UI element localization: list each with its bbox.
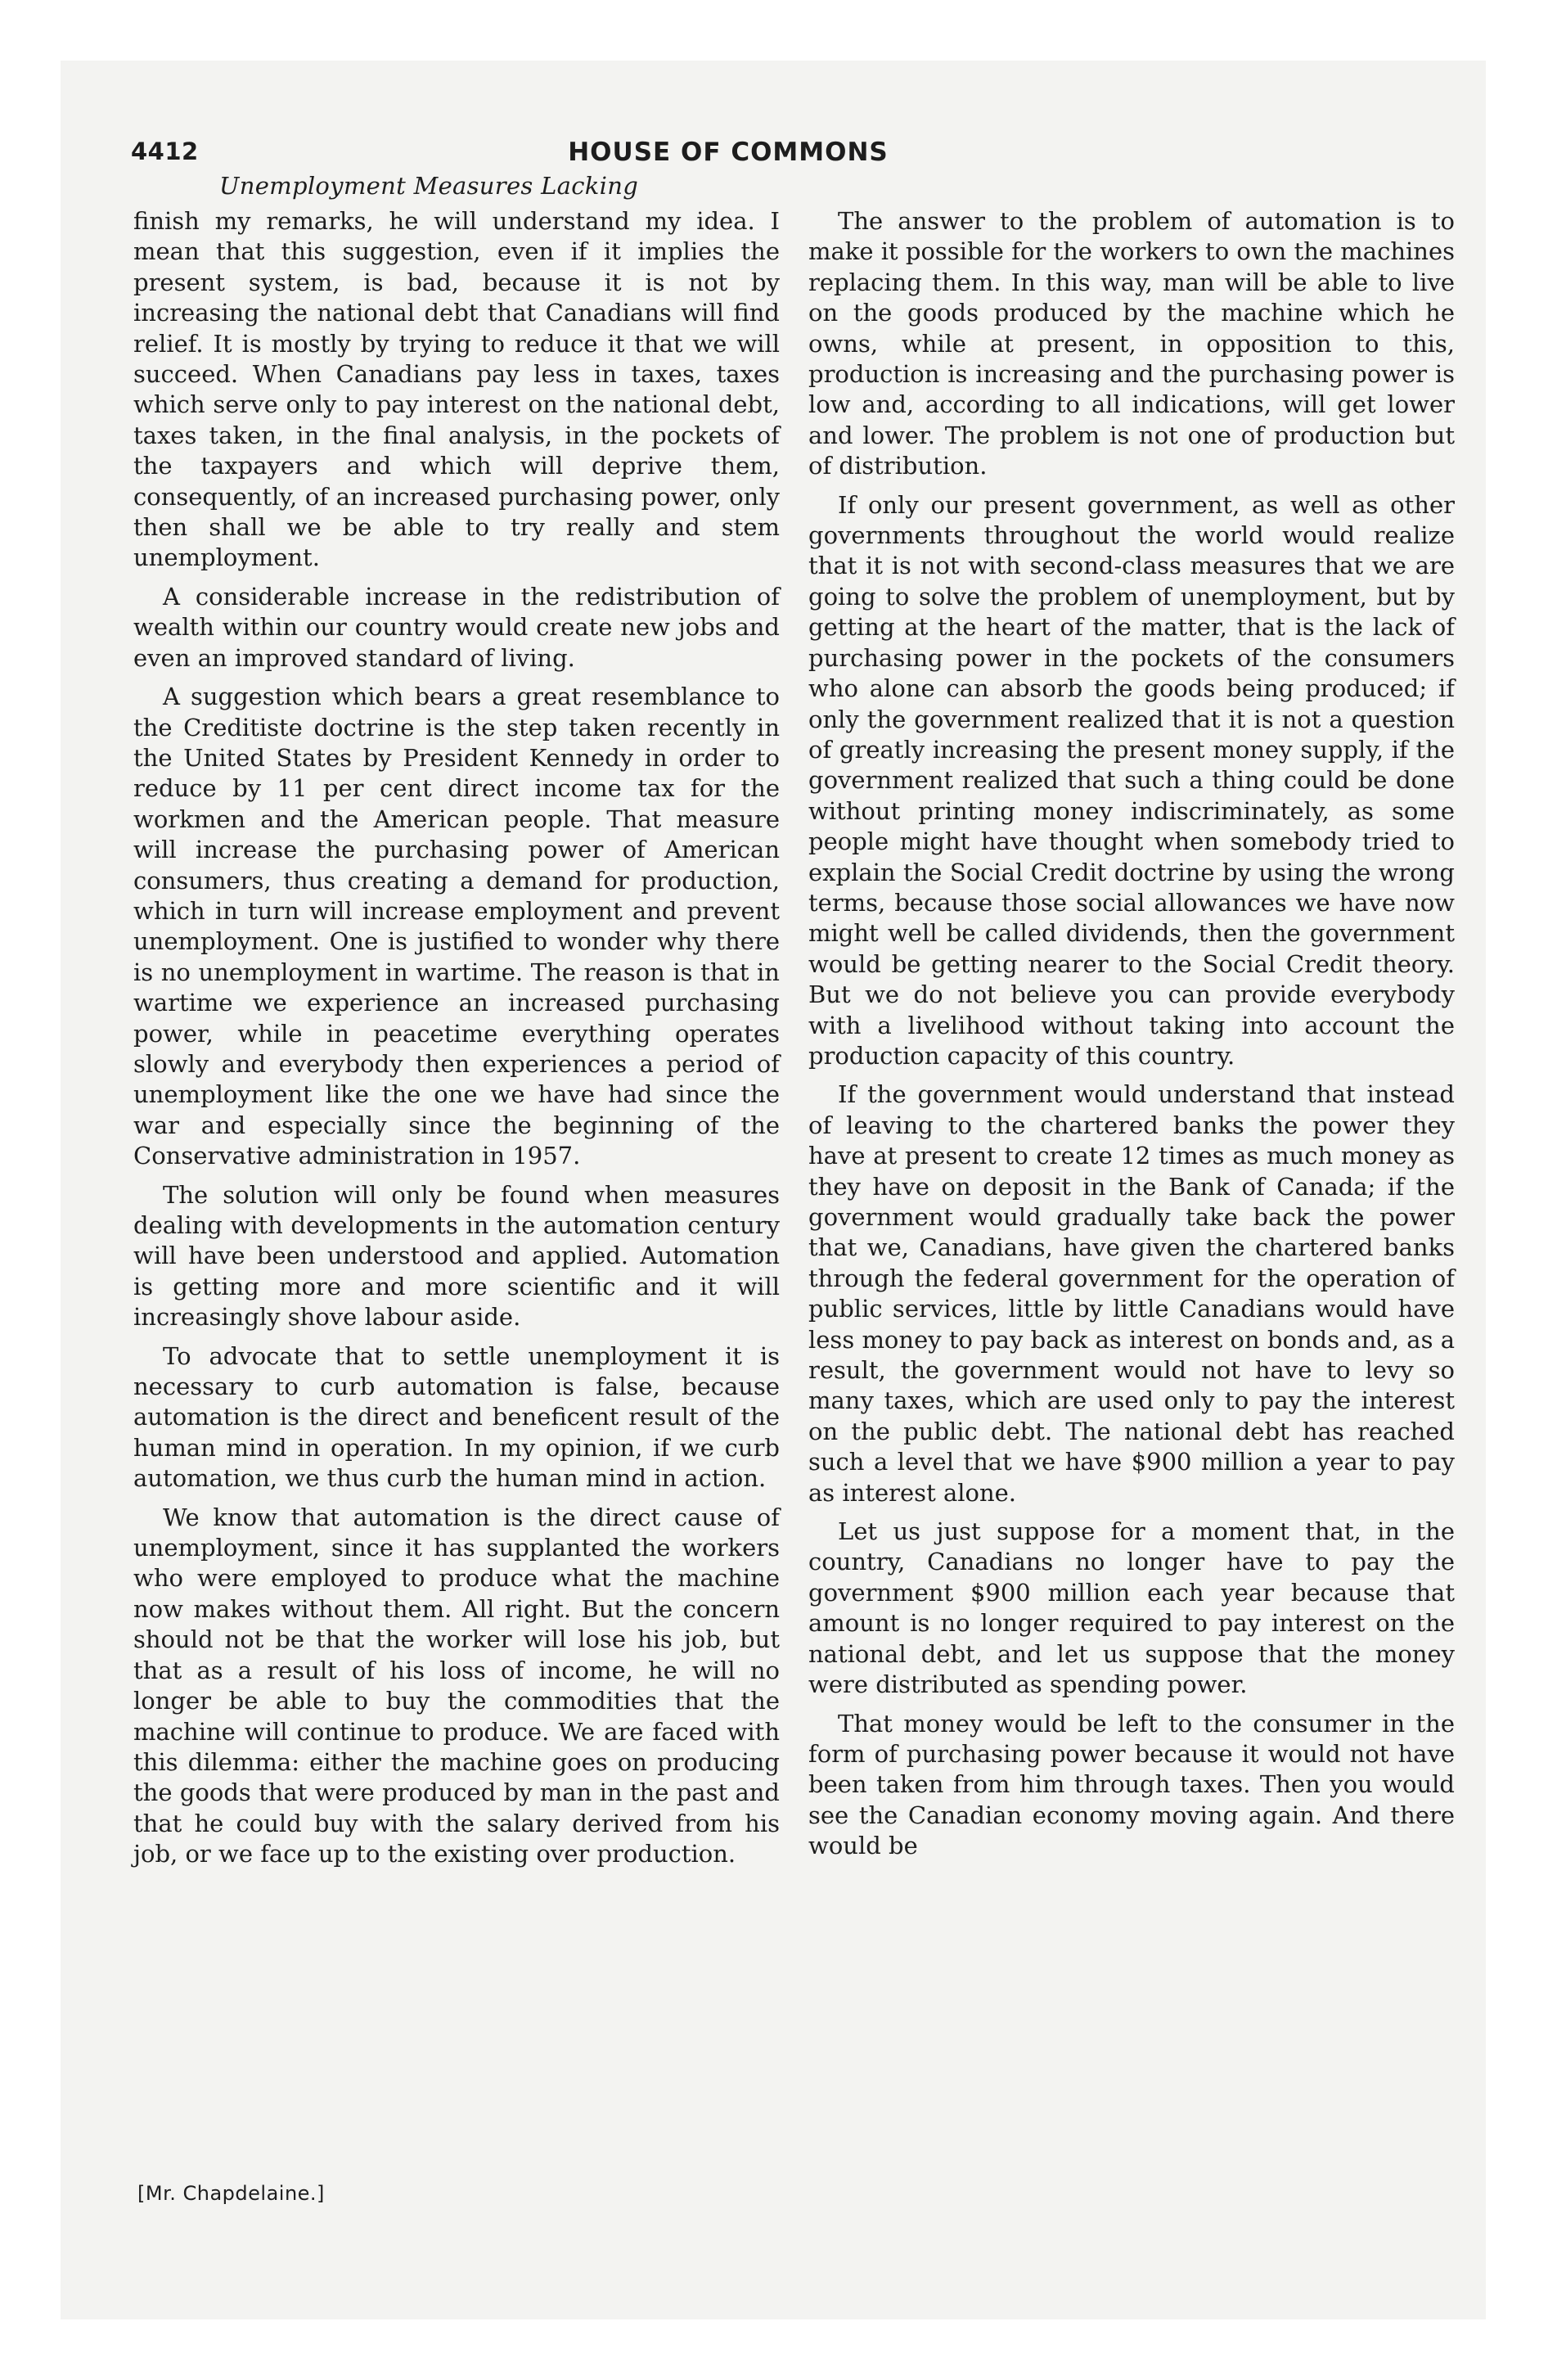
page-number: 4412 [131, 137, 199, 165]
paragraph: If only our present government, as well as other governments throughout the world would realize that it is not with second-class measures that we are going to solve the problem of unemployment, but by getting at the heart of the matter, that is the lack of purchasing power in the pockets of the consumers who alone can absorb the goods being produced; if only the government realized that it is not a question of greatly increasing the present money supply, if the government realized that such a thing could be done without printing money indiscriminately, as some people might have thought when somebody tried to explain the Social Credit doctrine by using the wrong terms, because those social allowances we have now might well be called dividends, then the government would be getting nearer to the Social Credit theory. But we do not believe you can provide everybody with a livelihood without taking into account the production capacity of this country. [808, 490, 1455, 1070]
paragraph: The answer to the problem of automation is to make it possible for the workers to own the machines replacing them. In this way, man will be able to live on the goods produced by the machine which he owns, while at present, in opposition to this, production is increasing and the purchasing power is low and, according to all indications, will get lower and lower. The problem is not one of production but of distribution. [808, 207, 1455, 480]
paragraph: To advocate that to settle unemployment it is necessary to curb automation is false, because automation is the direct and beneficent result of the human mind in operation. In my opinion, if we curb automation, we thus curb the human mind in action. [133, 1341, 780, 1493]
section-subtitle: Unemployment Measures Lacking [219, 172, 639, 200]
paragraph: Let us just suppose for a moment that, in the country, Canadians no longer have to pay the government $900 million each year because that amount is no longer required to pay interest on the national debt, and let us suppose that the money were distributed as spending power. [808, 1517, 1455, 1699]
paragraph: A considerable increase in the redistribution of wealth within our country would create new jobs and even an improved standard of living. [133, 582, 780, 672]
paragraph: We know that automation is the direct cause of unemployment, since it has supplanted the workers who were employed to produce what the machine now makes without them. All right. But the concern should not be that the worker will lose his job, but that as a result of his loss of income, he will no longer be able to buy the commodities that the machine will continue to produce. We are faced with this dilemma: either the machine goes on producing the goods that were produced by man in the past and that he could buy with the salary derived from his job, or we face up to the existing over production. [133, 1503, 780, 1868]
running-title: HOUSE OF COMMONS [568, 137, 889, 167]
speaker-attribution: [Mr. Chapdelaine.] [137, 2182, 325, 2205]
paragraph: That money would be left to the consumer in the form of purchasing power because it would not have been taken from him through taxes. Then you would see the Canadian economy moving again. And there would be [808, 1709, 1455, 1860]
paragraph: finish my remarks, he will understand my idea. I mean that this suggestion, even if it implies the present system, is bad, because it is not by increasing the national debt that Canadians will find relief. It is mostly by trying to reduce it that we will succeed. When Canadians pay less in taxes, taxes which serve only to pay interest on the national debt, taxes taken, in the final analysis, in the pockets of the taxpayers and which will deprive them, consequently, of an increased purchasing power, only then shall we be able to try really and stem unemployment. [133, 207, 780, 572]
page-header [131, 137, 1456, 177]
right-column [808, 206, 1455, 1870]
paragraph: A suggestion which bears a great resemblance to the Creditiste doctrine is the step taken recently in the United States by President Kennedy in order to reduce by 11 per cent direct income tax for the workmen and the American people. That measure will increase the purchasing power of American consumers, thus creating a demand for production, which in turn will increase employment and prevent unemployment. One is justified to wonder why there is no unemployment in wartime. The reason is that in wartime we experience an increased purchasing power, while in peacetime everything operates slowly and everybody then experiences a period of unemployment like the one we have had since the war and especially since the beginning of the Conservative administration in 1957. [133, 683, 780, 1170]
left-column [133, 206, 780, 1878]
paragraph: If the government would understand that instead of leaving to the chartered banks the power they have at present to create 12 times as much money as they have on deposit in the Bank of Canada; if the government would gradually take back the power that we, Canadians, have given the chartered banks through the federal government for the operation of public services, little by little Canadians would have less money to pay back as interest on bonds and, as a result, the government would not have to levy so many taxes, which are used only to pay the interest on the public debt. The national debt has reached such a level that we have $900 million a year to pay as interest alone. [808, 1080, 1455, 1507]
paragraph: The solution will only be found when measures dealing with developments in the automation century will have been understood and applied. Automation is getting more and more scientific and it will increasingly shove labour aside. [133, 1180, 780, 1332]
